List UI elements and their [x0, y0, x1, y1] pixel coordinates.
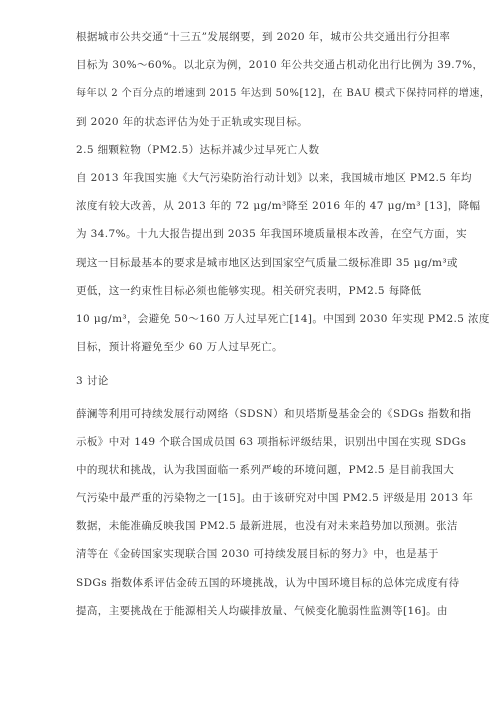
- paragraph-line: 10 μg/m³，会避免 50～160 万人过早死亡[14]。中国到 2030 年实现 PM2.5 浓度: [76, 313, 490, 325]
- paragraph-line: 到 2020 年的状态评估为处于正轨或实现目标。: [76, 116, 308, 128]
- paragraph-line: 数据，未能准确反映我国 PM2.5 最新进展，也没有对未来趋势加以预测。张洁: [76, 520, 458, 532]
- paragraph-line: 现这一目标最基本的要求是城市地区达到国家空气质量二级标准即 35 μg/m³或: [76, 257, 458, 269]
- paragraph-line: 为 34.7%。十九大报告提出到 2035 年我国环境质量根本改善，在空气方面，实: [76, 228, 467, 240]
- paragraph-line: 浓度有较大改善，从 2013 年的 72 μg/m³降至 2016 年的 47 μg/m³ [13]，降幅: [76, 200, 481, 212]
- paragraph-line: 示板》中对 149 个联合国成员国 63 项指标评级结果，识别出中国在实现 SDGs: [76, 436, 467, 448]
- paragraph-line: SDGs 指数体系评估金砖五国的环境挑战，认为中国环境目标的总体完成度有待: [76, 577, 460, 589]
- paragraph-line: 更低，这一约束性目标必须也能够实现。相关研究表明，PM2.5 每降低: [76, 285, 422, 297]
- paragraph-line: 清等在《金砖国家实现联合国 2030 可持续发展目标的努力》中，也是基于: [76, 548, 439, 560]
- paragraph-line: 薛澜等利用可持续发展行动网络（SDSN）和贝塔斯曼基金会的《SDGs 指数和指: [76, 408, 472, 420]
- paragraph-line: 目标，预计将避免至少 60 万人过早死亡。: [76, 341, 283, 353]
- section-heading: 3 讨论: [76, 375, 109, 387]
- paragraph-line: 气污染中最严重的污染物之一[15]。由于该研究对中国 PM2.5 评级是用 2013 年: [76, 492, 474, 504]
- paragraph-line: 自 2013 年我国实施《大气污染防治行动计划》以来，我国城市地区 PM2.5 年均: [76, 172, 472, 184]
- section-heading: 2.5 细颗粒物（PM2.5）达标并减少过早死亡人数: [76, 144, 320, 156]
- paragraph-line: 每年以 2 个百分点的增速到 2015 年达到 50%[12]，在 BAU 模式下保持同样的增速，: [76, 88, 491, 99]
- paragraph-line: 中的现状和挑战，认为我国面临一系列严峻的环境问题，PM2.5 是目前我国大: [76, 464, 455, 476]
- paragraph-line: 根据城市公共交通“十三五”发展纲要，到 2020 年，城市公共交通出行分担率: [76, 31, 451, 43]
- paragraph-line: 提高，主要挑战在于能源相关人均碳排放量、气候变化脆弱性监测等[16]。由: [76, 605, 448, 617]
- paragraph-line: 目标为 30%～60%。以北京为例，2010 年公共交通占机动化出行比例为 39.7%，: [76, 59, 484, 71]
